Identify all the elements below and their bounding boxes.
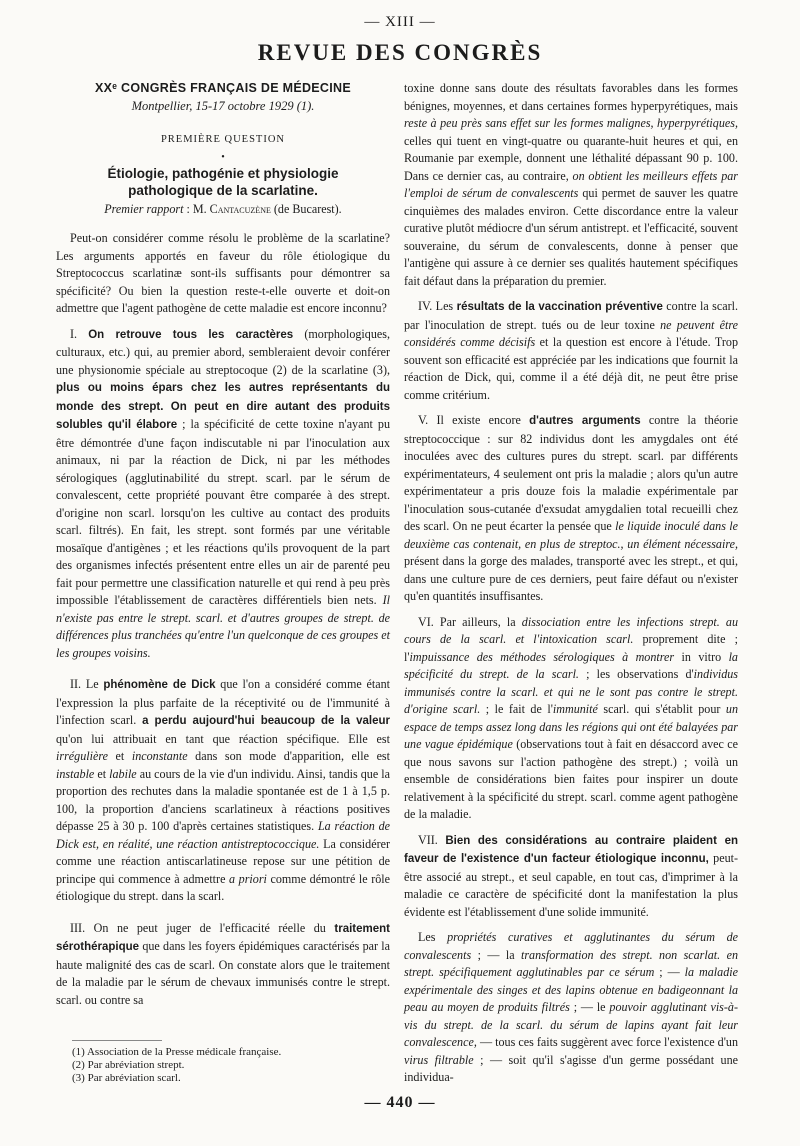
paragraph-intro: Peut-on considérer comme résolu le problème de la scarlatine? Les arguments apportés en faveur du rôle étiologique du Streptococcus scarlatinæ sont-ils suffisants pour démontrer sa spécificité? Ou bien la question reste-t-elle ouverte et doit-on admettre que l'agent pathogène de cette maladie est encore inconnu? [56, 231, 390, 315]
text-span: que dans les foyers épidémiques caractérisés par la haute malignité des cas de scarl. On constate alors que le traitement de la maladie par le sérum de chevaux immunisés contre le strept. scarl. ou contre sa [56, 939, 390, 1007]
italic-span: impuissance des méthodes sérologiques à montrer [409, 649, 675, 664]
text-span: qu'on lui attribuait en tant que réaction spécifique. Elle est [56, 731, 390, 746]
text-span: ; la spécificité de cette toxine n'ayant pu être démontrée d'une façon indiscutable ni par l'inoculation aux animaux, ni par la réaction de Dick, ni par les méthodes sérologiques (agglutinabilité du strept. scarl. par le sérum de convalescent, cette propriété pouvant être comparée à des strept. d'origine non scarl. lorsqu'on les cultive au contact des produits scarl. filtrés). En fait, les strept. sont formés par une véritable mosaïque d'antigènes ; et les réactions qu'ils provoquent de la part des organismes infectés présentent entre elles un air de parenté peu fait pour permettre une classification naturelle et qui rend à peu près impossible l'établissement de caractères différentiels bien nets. [56, 417, 390, 607]
italic-span: ne peuvent être considérés comme décisifs [404, 317, 738, 349]
text-span: ; — la [471, 947, 521, 962]
text-span: ; — soit qu'il s'agisse d'un germe possédant une individua- [404, 1052, 738, 1084]
italic-span: instable [56, 766, 95, 781]
bold-span: a perdu aujourd'hui beaucoup de la valeur [142, 715, 390, 727]
page-number: — 440 — [364, 1094, 436, 1111]
italic-span: immunité [552, 702, 598, 716]
rapport-prefix: : M. [183, 201, 210, 216]
text-span: contre la théorie streptococcique : sur 82 individus dont les amygdales ont été inoculées avec des cultures pures du strept. scarl. par différents expérimentateurs, 4 seulement ont pris la maladie ; alors qu'un autre expérimentateur a pris douze fois la maladie expérimentale par l'inoculation sous-cutanée d'exsudat amygdalien total recueilli chez des scarl. On ne peut écarter la pensée que [404, 413, 738, 533]
question-mark: • [221, 151, 225, 163]
text-span: présent dans la gorge des malades, transporté avec les strept., et qui, dans une culture pure de ces derniers, peut faire défaut ou n'exister qu'en quantités insuffisantes. [404, 554, 738, 603]
italic-span: virus filtrable [404, 1052, 474, 1067]
text-span: I. [70, 326, 89, 341]
congress-title: XXᵉ CONGRÈS FRANÇAIS DE MÉDECINE [95, 81, 351, 95]
text-span: ; — le [569, 1000, 610, 1014]
question-heading: PREMIÈRE QUESTION [160, 134, 286, 145]
italic-span: inconstante [131, 749, 188, 763]
footnotes [72, 1046, 392, 1085]
italic-span: La réaction de Dick est, en réalité, une réaction antistreptococcique. [56, 819, 390, 851]
italic-span: reste à peu près sans effet sur les formes malignes, hyperpyrétiques, [404, 116, 738, 130]
bold-span: résultats de la vaccination préventive [456, 301, 663, 313]
italic-span: a priori [229, 871, 267, 886]
text-span: celles qui tuent en vingt-quatre ou quarante-huit heures et qui, en Roumanie par exemple, donnent une léthalité dépassant 90 p. 100. Dans ce dernier cas, au contraire, [404, 133, 738, 183]
paragraph-vi [404, 614, 738, 824]
bold-span: phénomène de Dick [103, 679, 216, 691]
text-span: III. On ne peut juger de l'efficacité réelle du [70, 920, 335, 935]
text-span: que l'on a considéré comme étant l'expression la plus parfaite de la réceptivité ou de l'immunité à l'infection scarl. [56, 677, 390, 727]
text-span: proprement dite ; l' [404, 632, 738, 664]
italic-span: labile [109, 766, 137, 781]
text-span: et [94, 766, 110, 781]
roman-page-number: — XIII — [364, 14, 436, 30]
text-span: scarl. qui s'établit pour [597, 702, 726, 716]
text-span: et [107, 749, 132, 763]
left-column [56, 80, 390, 1017]
footnote-1: (1) Association de la Presse médicale française. [72, 1046, 282, 1058]
italic-span: irrégulière [56, 749, 108, 763]
text-span: et la question est encore à l'étude. Trop souvent son efficacité est appréciée par les indications que fournit la réaction de Dick, qui, comme il a été déjà dit, ne peut être prise comme critérium. [404, 335, 738, 402]
text-span: contre la scarl. par l'inoculation de strept. tués ou de leur toxine [404, 299, 738, 332]
paper-title [56, 165, 390, 199]
paper-title-line-1: Étiologie, pathogénie et physiologie [107, 165, 339, 181]
text-span: ; les observations d' [578, 667, 694, 681]
paragraph-v [404, 412, 738, 606]
italic-span: pouvoir agglutinant vis-à-vis du strept. de la scarl. du sérum de lapins ayant fait leur convalescence, [404, 1000, 738, 1049]
bold-span: plus ou moins épars chez les autres représentants du monde des strept. On peut en dire autant des produits solubles qu'il élabore [56, 382, 390, 431]
italic-span: individus immunisés contre la scarl. et qui ne le sont pas contre le strept. d'origine scarl. [404, 667, 739, 716]
text-span: — tous ces faits suggèrent avec force l'existence d'un [476, 1035, 738, 1049]
right-column [404, 80, 738, 1095]
paragraph-vii [404, 832, 738, 922]
text-span: (observations tout à fait en désaccord avec ce que nous savons sur l'action pathogène des strept.) ; voilà un ensemble de considérations bien faites pour inspirer un doute relativement à la spécificité du strept. scarl. comme agent pathogène de la maladie. [404, 737, 738, 821]
text-span: La considérer comme une réaction antiscarlatineuse repose sur une pétition de principe qui commence à admettre [56, 836, 391, 886]
text-span: toxine donne sans doute des résultats favorables dans les formes bénignes, moyennes, et dans certaines formes hyperpyrétiques, mais [404, 81, 738, 113]
italic-span: un espace de temps assez long dans les régions qui ont été balayées par une vague épidémique [404, 702, 738, 751]
congress-subtitle: Montpellier, 15-17 octobre 1929 (1). [131, 98, 315, 113]
paragraph-ii [56, 676, 390, 906]
italic-span: dissociation entre les infections strept. au cours de la scarl. et l'intoxication scarl. [404, 614, 738, 646]
italic-span: propriétés curatives et agglutinantes du sérum de convalescents [404, 930, 738, 962]
text-span: IV. Les [418, 299, 457, 313]
italic-span: on obtient les meilleurs effets par l'emploi de sérum de convalescents [404, 168, 738, 200]
paper-title-line-2: pathologique de la scarlatine. [128, 182, 318, 198]
text-span: II. Le [70, 677, 104, 691]
text-span: V. Il existe encore [418, 413, 530, 427]
footnote-3: (3) Par abréviation scarl. [72, 1072, 181, 1084]
text-span: dans son mode d'apparition, elle est [187, 749, 390, 763]
paragraph-i [56, 326, 390, 663]
text-span: ; le fait de l' [480, 702, 553, 716]
text-span: VI. Par ailleurs, la [418, 614, 522, 629]
rapport-place: (de Bucarest). [270, 201, 342, 216]
paragraph-facts [404, 929, 738, 1087]
footnote-2: (2) Par abréviation strept. [72, 1059, 185, 1071]
rapport-label: Premier rapport [104, 201, 184, 216]
italic-span: la spécificité du strept. de la scarl. [404, 649, 738, 681]
footnote-divider [72, 1040, 162, 1041]
rapport-author: Cantacuzène [209, 201, 271, 216]
rapport-line [56, 201, 390, 219]
text-span: VII. [418, 832, 446, 847]
paragraph-iii [56, 920, 390, 1010]
bold-span: Bien des considérations au contraire plaident en faveur de l'existence d'un facteur étiologique inconnu, [404, 834, 738, 865]
italic-span: le liquide inoculé dans le deuxième cas contenait, en plus de streptoc., un élément nécessaire, [404, 519, 738, 551]
italic-span: la maladie expérimentale des singes et des lapins obtenue en badigeonnant la peau au moyen de produits filtrés [404, 965, 738, 1014]
paragraph-continuation [404, 80, 738, 290]
italic-span: transformation des strept. non scarlat. en strept. spécifiquement agglutinables par ce sérum [404, 947, 739, 979]
text-span: au cours de la vie d'un individu. Ainsi, tandis que la proportion des rechutes dans la maladie spontanée est de 1 à 1,5 p. 100, la proportion d'anciens scarlatineux à réactions positives dépasse 25 à 30 p. 100 d'après certaines statistiques. [56, 766, 390, 833]
text-span: qui permet de sauver les quatre cinquièmes des malades environ. Cette discordance entre la valeur curative plutôt médiocre d'un sérum antistrept. et l'efficacité, souvent souveraine, du sérum de convalescents, donne à penser que l'antigène qui assure à ce dernier ses qualités hautement spécifiques fait défaut dans la préparation du premier. [404, 186, 738, 288]
text-span: (morphologiques, culturaux, etc.) qui, au premier abord, sembleraient devoir conférer une physionomie spéciale au streptocoque (2) de la scarlatine (3), [56, 326, 390, 377]
bold-span: traitement sérothérapique [56, 922, 390, 953]
italic-span: Il n'existe pas entre le strept. scarl. et d'autres groupes de strept. de différences plus tranchées qu'entre l'un quelconque de ces groupes et les groupes voisins. [56, 593, 390, 660]
bold-span: On retrouve tous les caractères [88, 328, 294, 341]
paragraph-iv [404, 298, 738, 404]
text-span: peut-être associé au strept., et seul capable, en tout cas, d'imprimer à la maladie ce caractère de spécificité dont la manifestation la plus évidente est l'établissement d'une solide immunité. [404, 851, 739, 919]
text-span: ; — [654, 965, 685, 979]
bold-span: d'autres arguments [529, 415, 641, 427]
section-title: REVUE DES CONGRÈS [257, 40, 543, 65]
text-span: Les [418, 930, 448, 944]
text-span: in vitro [674, 649, 729, 664]
text-span: comme démontré le rôle étiologique du strept. dans la scarl. [56, 871, 390, 903]
